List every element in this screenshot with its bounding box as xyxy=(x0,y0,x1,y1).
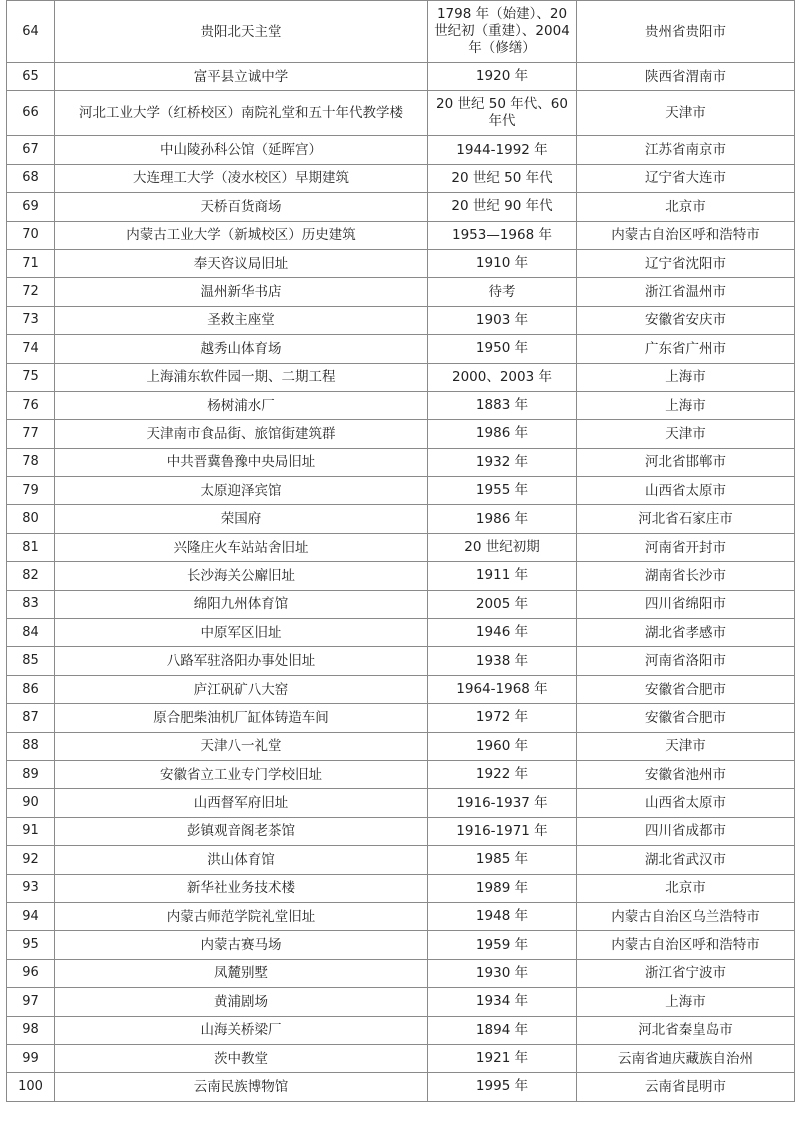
row-number: 94 xyxy=(7,902,55,930)
construction-year: 1910 年 xyxy=(428,249,577,277)
table-body xyxy=(7,1,795,1102)
table-row xyxy=(7,846,795,874)
site-name: 兴隆庄火车站站舍旧址 xyxy=(55,533,428,561)
construction-year: 1955 年 xyxy=(428,477,577,505)
table-row xyxy=(7,789,795,817)
row-number: 92 xyxy=(7,846,55,874)
construction-year: 待考 xyxy=(428,278,577,306)
row-number: 98 xyxy=(7,1016,55,1044)
site-name: 洪山体育馆 xyxy=(55,846,428,874)
row-number: 71 xyxy=(7,249,55,277)
table-row xyxy=(7,817,795,845)
construction-year: 1986 年 xyxy=(428,505,577,533)
construction-year: 1986 年 xyxy=(428,420,577,448)
construction-year: 20 世纪初期 xyxy=(428,533,577,561)
construction-year: 1938 年 xyxy=(428,647,577,675)
site-location: 天津市 xyxy=(577,732,795,760)
row-number: 88 xyxy=(7,732,55,760)
site-location: 河北省秦皇岛市 xyxy=(577,1016,795,1044)
site-name: 贵阳北天主堂 xyxy=(55,1,428,63)
table-row xyxy=(7,306,795,334)
construction-year: 1946 年 xyxy=(428,619,577,647)
row-number: 95 xyxy=(7,931,55,959)
site-name: 杨树浦水厂 xyxy=(55,391,428,419)
site-name: 天桥百货商场 xyxy=(55,193,428,221)
construction-year: 20 世纪 50 年代 xyxy=(428,164,577,192)
site-location: 浙江省宁波市 xyxy=(577,959,795,987)
row-number: 89 xyxy=(7,760,55,788)
row-number: 80 xyxy=(7,505,55,533)
site-name: 黄浦剧场 xyxy=(55,988,428,1016)
row-number: 72 xyxy=(7,278,55,306)
table-row xyxy=(7,619,795,647)
construction-year: 1922 年 xyxy=(428,760,577,788)
site-name: 富平县立诚中学 xyxy=(55,63,428,91)
site-location: 湖南省长沙市 xyxy=(577,562,795,590)
site-location: 河南省洛阳市 xyxy=(577,647,795,675)
row-number: 91 xyxy=(7,817,55,845)
site-name: 安徽省立工业专门学校旧址 xyxy=(55,760,428,788)
site-location: 内蒙古自治区乌兰浩特市 xyxy=(577,902,795,930)
row-number: 69 xyxy=(7,193,55,221)
construction-year: 1948 年 xyxy=(428,902,577,930)
row-number: 73 xyxy=(7,306,55,334)
row-number: 82 xyxy=(7,562,55,590)
table-row xyxy=(7,533,795,561)
site-name: 荣国府 xyxy=(55,505,428,533)
table-row xyxy=(7,1016,795,1044)
site-name: 大连理工大学（凌水校区）早期建筑 xyxy=(55,164,428,192)
site-name: 云南民族博物馆 xyxy=(55,1073,428,1101)
site-name: 绵阳九州体育馆 xyxy=(55,590,428,618)
table-row xyxy=(7,278,795,306)
row-number: 64 xyxy=(7,1,55,63)
table-row xyxy=(7,760,795,788)
row-number: 97 xyxy=(7,988,55,1016)
site-name: 中山陵孙科公馆（延晖宫） xyxy=(55,136,428,164)
row-number: 70 xyxy=(7,221,55,249)
site-location: 湖北省武汉市 xyxy=(577,846,795,874)
site-location: 山西省太原市 xyxy=(577,477,795,505)
construction-year: 1920 年 xyxy=(428,63,577,91)
site-name: 彭镇观音阁老茶馆 xyxy=(55,817,428,845)
table-row xyxy=(7,164,795,192)
site-name: 中共晋冀鲁豫中央局旧址 xyxy=(55,448,428,476)
construction-year: 1944-1992 年 xyxy=(428,136,577,164)
site-name: 长沙海关公廨旧址 xyxy=(55,562,428,590)
table-row xyxy=(7,1,795,63)
site-location: 安徽省池州市 xyxy=(577,760,795,788)
site-location: 四川省绵阳市 xyxy=(577,590,795,618)
row-number: 86 xyxy=(7,675,55,703)
table-row xyxy=(7,249,795,277)
row-number: 66 xyxy=(7,91,55,136)
site-name: 凤麓别墅 xyxy=(55,959,428,987)
site-location: 上海市 xyxy=(577,988,795,1016)
construction-year: 1959 年 xyxy=(428,931,577,959)
site-name: 原合肥柴油机厂缸体铸造车间 xyxy=(55,704,428,732)
construction-year: 1964-1968 年 xyxy=(428,675,577,703)
site-name: 内蒙古工业大学（新城校区）历史建筑 xyxy=(55,221,428,249)
site-location: 内蒙古自治区呼和浩特市 xyxy=(577,221,795,249)
table-row xyxy=(7,647,795,675)
construction-year: 1950 年 xyxy=(428,335,577,363)
row-number: 74 xyxy=(7,335,55,363)
row-number: 83 xyxy=(7,590,55,618)
construction-year: 1883 年 xyxy=(428,391,577,419)
site-location: 上海市 xyxy=(577,391,795,419)
site-location: 安徽省安庆市 xyxy=(577,306,795,334)
construction-year: 1930 年 xyxy=(428,959,577,987)
construction-year: 2005 年 xyxy=(428,590,577,618)
site-location: 辽宁省大连市 xyxy=(577,164,795,192)
site-location: 贵州省贵阳市 xyxy=(577,1,795,63)
site-location: 山西省太原市 xyxy=(577,789,795,817)
construction-year: 1903 年 xyxy=(428,306,577,334)
row-number: 85 xyxy=(7,647,55,675)
site-location: 河北省石家庄市 xyxy=(577,505,795,533)
row-number: 75 xyxy=(7,363,55,391)
table-row xyxy=(7,391,795,419)
construction-year: 1995 年 xyxy=(428,1073,577,1101)
site-location: 北京市 xyxy=(577,874,795,902)
table-row xyxy=(7,1073,795,1101)
construction-year: 1985 年 xyxy=(428,846,577,874)
table-row xyxy=(7,675,795,703)
construction-year: 1972 年 xyxy=(428,704,577,732)
row-number: 84 xyxy=(7,619,55,647)
table-row xyxy=(7,420,795,448)
construction-year: 1953—1968 年 xyxy=(428,221,577,249)
heritage-table xyxy=(6,0,795,1102)
site-name: 奉天咨议局旧址 xyxy=(55,249,428,277)
site-location: 云南省迪庆藏族自治州 xyxy=(577,1044,795,1072)
row-number: 100 xyxy=(7,1073,55,1101)
site-location: 广东省广州市 xyxy=(577,335,795,363)
table-row xyxy=(7,562,795,590)
site-name: 内蒙古师范学院礼堂旧址 xyxy=(55,902,428,930)
site-location: 江苏省南京市 xyxy=(577,136,795,164)
site-location: 天津市 xyxy=(577,420,795,448)
site-location: 辽宁省沈阳市 xyxy=(577,249,795,277)
row-number: 65 xyxy=(7,63,55,91)
table-row xyxy=(7,505,795,533)
row-number: 77 xyxy=(7,420,55,448)
site-location: 内蒙古自治区呼和浩特市 xyxy=(577,931,795,959)
table-row xyxy=(7,136,795,164)
row-number: 68 xyxy=(7,164,55,192)
site-name: 河北工业大学（红桥校区）南院礼堂和五十年代教学楼 xyxy=(55,91,428,136)
table-row xyxy=(7,448,795,476)
site-name: 天津南市食品街、旅馆街建筑群 xyxy=(55,420,428,448)
row-number: 87 xyxy=(7,704,55,732)
site-location: 北京市 xyxy=(577,193,795,221)
site-name: 八路军驻洛阳办事处旧址 xyxy=(55,647,428,675)
construction-year: 1894 年 xyxy=(428,1016,577,1044)
table-row xyxy=(7,590,795,618)
site-location: 安徽省合肥市 xyxy=(577,704,795,732)
row-number: 99 xyxy=(7,1044,55,1072)
site-name: 上海浦东软件园一期、二期工程 xyxy=(55,363,428,391)
site-location: 云南省昆明市 xyxy=(577,1073,795,1101)
construction-year: 1921 年 xyxy=(428,1044,577,1072)
row-number: 79 xyxy=(7,477,55,505)
site-name: 山海关桥梁厂 xyxy=(55,1016,428,1044)
table-row xyxy=(7,363,795,391)
table-row xyxy=(7,477,795,505)
construction-year: 1989 年 xyxy=(428,874,577,902)
row-number: 93 xyxy=(7,874,55,902)
table-row xyxy=(7,874,795,902)
construction-year: 1960 年 xyxy=(428,732,577,760)
construction-year: 1932 年 xyxy=(428,448,577,476)
table-row xyxy=(7,1044,795,1072)
construction-year: 2000、2003 年 xyxy=(428,363,577,391)
construction-year: 1798 年（始建）、20 世纪初（重建）、2004 年（修缮） xyxy=(428,1,577,63)
table-row xyxy=(7,959,795,987)
row-number: 96 xyxy=(7,959,55,987)
construction-year: 1934 年 xyxy=(428,988,577,1016)
site-name: 圣救主座堂 xyxy=(55,306,428,334)
construction-year: 1916-1937 年 xyxy=(428,789,577,817)
site-location: 上海市 xyxy=(577,363,795,391)
row-number: 90 xyxy=(7,789,55,817)
table-row xyxy=(7,732,795,760)
site-name: 中原军区旧址 xyxy=(55,619,428,647)
construction-year: 1911 年 xyxy=(428,562,577,590)
row-number: 78 xyxy=(7,448,55,476)
site-name: 温州新华书店 xyxy=(55,278,428,306)
row-number: 81 xyxy=(7,533,55,561)
site-location: 浙江省温州市 xyxy=(577,278,795,306)
site-location: 四川省成都市 xyxy=(577,817,795,845)
table-row xyxy=(7,988,795,1016)
site-name: 山西督军府旧址 xyxy=(55,789,428,817)
site-name: 庐江矾矿八大窑 xyxy=(55,675,428,703)
site-name: 茨中教堂 xyxy=(55,1044,428,1072)
site-name: 天津八一礼堂 xyxy=(55,732,428,760)
table-row xyxy=(7,91,795,136)
construction-year: 20 世纪 90 年代 xyxy=(428,193,577,221)
site-location: 安徽省合肥市 xyxy=(577,675,795,703)
site-name: 内蒙古赛马场 xyxy=(55,931,428,959)
site-name: 新华社业务技术楼 xyxy=(55,874,428,902)
construction-year: 1916-1971 年 xyxy=(428,817,577,845)
site-name: 太原迎泽宾馆 xyxy=(55,477,428,505)
site-location: 天津市 xyxy=(577,91,795,136)
construction-year: 20 世纪 50 年代、60 年代 xyxy=(428,91,577,136)
table-row xyxy=(7,221,795,249)
table-row xyxy=(7,335,795,363)
site-location: 陕西省渭南市 xyxy=(577,63,795,91)
site-location: 湖北省孝感市 xyxy=(577,619,795,647)
table-row xyxy=(7,704,795,732)
site-location: 河北省邯郸市 xyxy=(577,448,795,476)
site-name: 越秀山体育场 xyxy=(55,335,428,363)
table-row xyxy=(7,193,795,221)
row-number: 76 xyxy=(7,391,55,419)
table-row xyxy=(7,63,795,91)
table-row xyxy=(7,902,795,930)
site-location: 河南省开封市 xyxy=(577,533,795,561)
row-number: 67 xyxy=(7,136,55,164)
table-row xyxy=(7,931,795,959)
